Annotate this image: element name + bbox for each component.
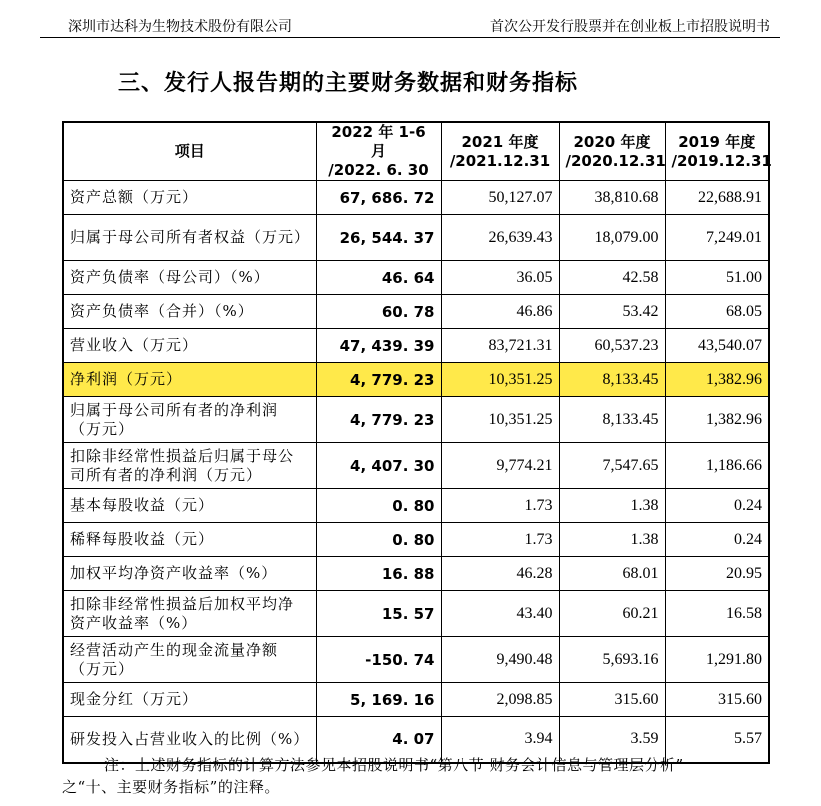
cell-value: 1.38	[559, 523, 665, 557]
cell-value: 4, 779. 23	[316, 363, 441, 397]
cell-value: 0.24	[665, 489, 769, 523]
cell-value: 5,693.16	[559, 637, 665, 683]
table-row	[63, 329, 769, 363]
cell-value: 315.60	[559, 683, 665, 717]
header-2021: 2021 年度 /2021.12.31	[441, 122, 559, 181]
section-title: 三、发行人报告期的主要财务数据和财务指标	[118, 71, 579, 96]
table-row	[63, 557, 769, 591]
row-label: 现金分红（万元）	[63, 683, 316, 717]
table-row	[63, 443, 769, 489]
cell-value: 83,721.31	[441, 329, 559, 363]
cell-value: 36.05	[441, 261, 559, 295]
footnote-line-2: 之“十、主要财务指标”的注释。	[62, 778, 280, 796]
cell-value: 18,079.00	[559, 215, 665, 261]
cell-value: 60,537.23	[559, 329, 665, 363]
table-row	[63, 683, 769, 717]
footnote-line-1: 注：上述财务指标的计算方法参见本招股说明书“第八节 财务会计信息与管理层分析”	[104, 756, 684, 774]
cell-value: 46.28	[441, 557, 559, 591]
cell-value: 9,774.21	[441, 443, 559, 489]
cell-value: 46. 64	[316, 261, 441, 295]
cell-value: 1,186.66	[665, 443, 769, 489]
cell-value: 47, 439. 39	[316, 329, 441, 363]
footnote	[62, 754, 782, 798]
cell-value: 50,127.07	[441, 181, 559, 215]
table-row	[63, 591, 769, 637]
table-row	[63, 295, 769, 329]
row-label: 资产负债率（合并）（%）	[63, 295, 316, 329]
cell-value: 60. 78	[316, 295, 441, 329]
row-label: 经营活动产生的现金流量净额（万元）	[63, 637, 316, 683]
cell-value: 1.38	[559, 489, 665, 523]
cell-value: 7,547.65	[559, 443, 665, 489]
cell-value: 3.94	[441, 717, 559, 763]
company-name: 深圳市达科为生物技术股份有限公司	[68, 19, 292, 35]
cell-value: 38,810.68	[559, 181, 665, 215]
table-row	[63, 261, 769, 295]
row-label: 扣除非经常性损益后加权平均净资产收益率（%）	[63, 591, 316, 637]
cell-value: 22,688.91	[665, 181, 769, 215]
cell-value: 0. 80	[316, 489, 441, 523]
row-label: 稀释每股收益（元）	[63, 523, 316, 557]
cell-value: 26,639.43	[441, 215, 559, 261]
row-label: 扣除非经常性损益后归属于母公司所有者的净利润（万元）	[63, 443, 316, 489]
header-2022h1: 2022 年 1-6 月 /2022. 6. 30	[316, 122, 441, 181]
cell-value: 16.58	[665, 591, 769, 637]
cell-value: 10,351.25	[441, 363, 559, 397]
cell-value: 42.58	[559, 261, 665, 295]
cell-value: 20.95	[665, 557, 769, 591]
cell-value: 1.73	[441, 489, 559, 523]
table-row	[63, 397, 769, 443]
document-title: 首次公开发行股票并在创业板上市招股说明书	[490, 19, 770, 35]
header-2020: 2020 年度 /2020.12.31	[559, 122, 665, 181]
table-row	[63, 637, 769, 683]
cell-value: 43.40	[441, 591, 559, 637]
cell-value: 10,351.25	[441, 397, 559, 443]
cell-value: 1,382.96	[665, 363, 769, 397]
cell-value: 67, 686. 72	[316, 181, 441, 215]
cell-value: 7,249.01	[665, 215, 769, 261]
cell-value: 43,540.07	[665, 329, 769, 363]
financial-data-table	[62, 121, 770, 764]
header-item: 项目	[63, 122, 316, 181]
cell-value: 68.01	[559, 557, 665, 591]
row-label: 净利润（万元）	[63, 363, 316, 397]
cell-value: 60.21	[559, 591, 665, 637]
cell-value: 15. 57	[316, 591, 441, 637]
cell-value: 68.05	[665, 295, 769, 329]
table-row	[63, 523, 769, 557]
page-header	[40, 8, 780, 38]
cell-value: 2,098.85	[441, 683, 559, 717]
row-label: 基本每股收益（元）	[63, 489, 316, 523]
cell-value: 1.73	[441, 523, 559, 557]
row-label: 加权平均净资产收益率（%）	[63, 557, 316, 591]
table-row	[63, 181, 769, 215]
cell-value: 8,133.45	[559, 397, 665, 443]
row-label: 归属于母公司所有者的净利润（万元）	[63, 397, 316, 443]
cell-value: 4, 779. 23	[316, 397, 441, 443]
row-label: 资产总额（万元）	[63, 181, 316, 215]
cell-value: 3.59	[559, 717, 665, 763]
cell-value: 26, 544. 37	[316, 215, 441, 261]
cell-value: 5.57	[665, 717, 769, 763]
table-body	[63, 181, 769, 763]
cell-value: 4, 407. 30	[316, 443, 441, 489]
table-row	[63, 363, 769, 397]
row-label: 资产负债率（母公司）（%）	[63, 261, 316, 295]
cell-value: 51.00	[665, 261, 769, 295]
cell-value: 4. 07	[316, 717, 441, 763]
cell-value: 1,291.80	[665, 637, 769, 683]
table-header	[63, 122, 772, 181]
cell-value: 1,382.96	[665, 397, 769, 443]
cell-value: 315.60	[665, 683, 769, 717]
row-label: 研发投入占营业收入的比例（%）	[63, 717, 316, 763]
table-row	[63, 489, 769, 523]
cell-value: 9,490.48	[441, 637, 559, 683]
cell-value: 8,133.45	[559, 363, 665, 397]
cell-value: 46.86	[441, 295, 559, 329]
row-label: 营业收入（万元）	[63, 329, 316, 363]
cell-value: -150. 74	[316, 637, 441, 683]
cell-value: 53.42	[559, 295, 665, 329]
header-2019: 2019 年度 /2019.12.31	[665, 122, 769, 181]
cell-value: 0.24	[665, 523, 769, 557]
table-row	[63, 215, 769, 261]
row-label: 归属于母公司所有者权益（万元）	[63, 215, 316, 261]
cell-value: 16. 88	[316, 557, 441, 591]
cell-value: 0. 80	[316, 523, 441, 557]
cell-value: 5, 169. 16	[316, 683, 441, 717]
